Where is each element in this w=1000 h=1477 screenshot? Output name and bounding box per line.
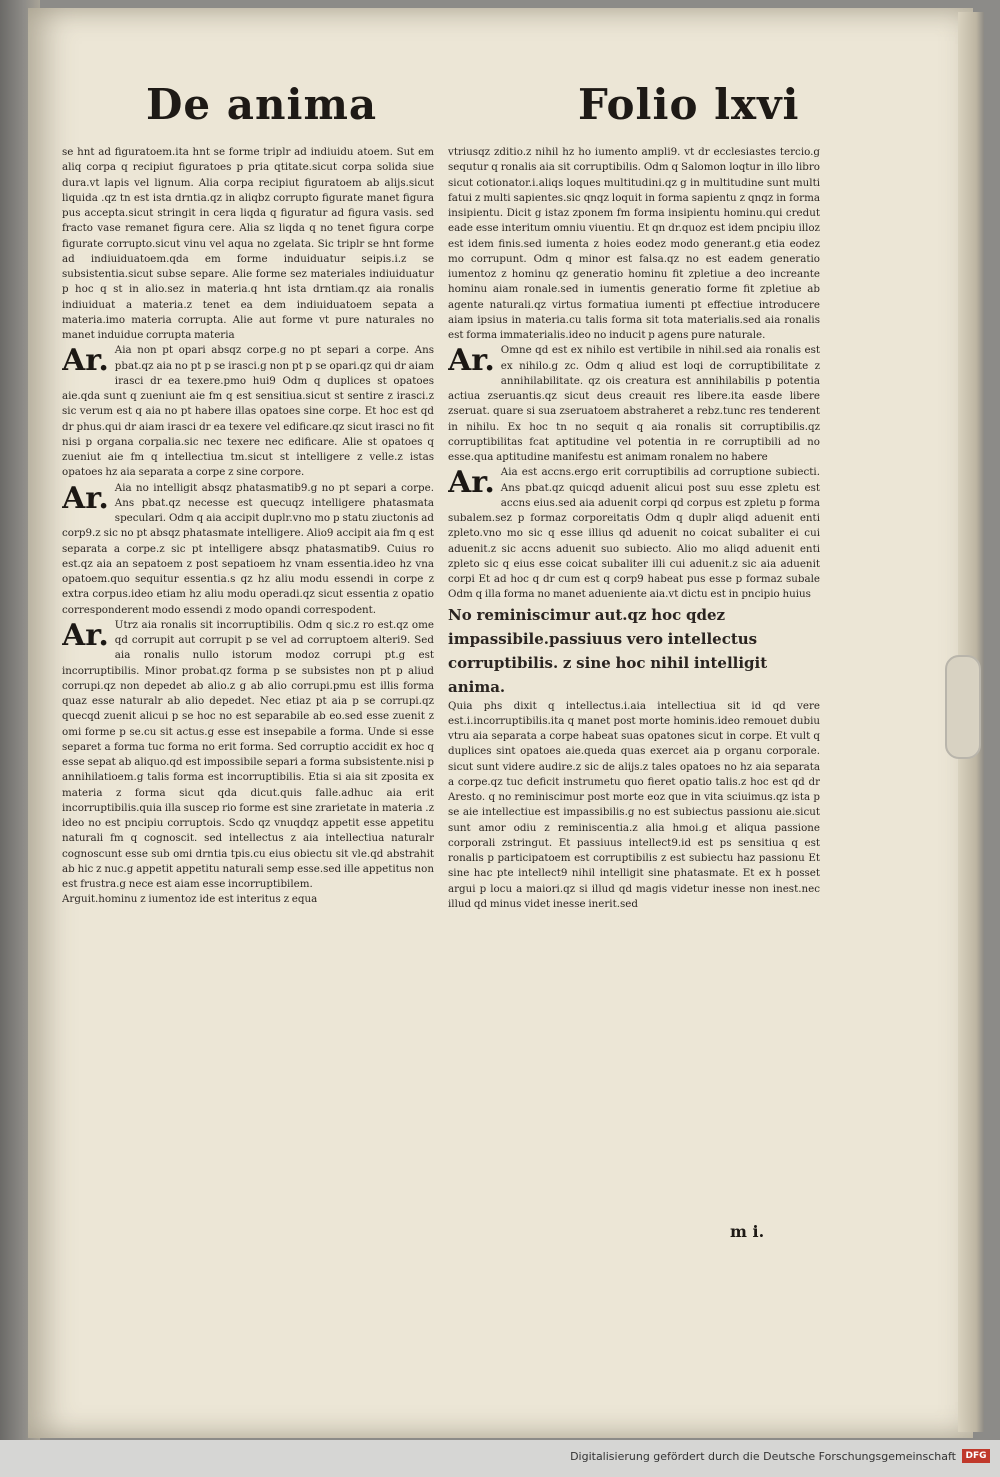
paragraph-text: Quia phs dixit q intellectus.i.aia intellectiua sit id qd vere est.i.incorruptibilis.ita q manet post morte hominis.ideo remouet dubiu vtru aia separata a corpe habeat suas opatones sicut in corpe. Et vult q duplices sint opatoes aie.queda quas exercet aia p organu corporale. sicut sunt videre audire.z sic de alijs.z tales opatoes no hz aia separata a corpe.qz tuc deficit instrumetu quo fieret opatio talis.z hoc est qd dr Aresto. q no reminiscimur post morte eoz que in vita sciuimus.qz ista p se aie intellectiue est impassibilis.g no est subiectus passionu aie.sicut sunt amor odiu z reminiscentia.z alia hmoi.g et aliqua passione corporali zstringut. Et passiuus intellect9.id est ps sensitiua q est ronalis p participatoem est corruptibilis z est subiectu haz passionu Et sine hac pte intellect9 nihil intelligit sine phatasmate. Et ex h posset argui p locu a maiori.qz si illud qd magis videtur inesse non inest.nec illud qd minus videt inesse inerit.sed [448, 699, 820, 910]
left-text-column [62, 145, 434, 1235]
argument-marker: Ar. [448, 343, 495, 379]
section-heading [448, 603, 820, 699]
argument-marker: Ar. [62, 343, 109, 379]
text-paragraph [448, 343, 820, 465]
paragraph-text: Arguit.hominu z iumentoz ide est interitus z equa [62, 893, 318, 906]
text-paragraph [62, 145, 434, 343]
paragraph-text: se hnt ad figuratoem.ita hnt se forme triplr ad indiuidu atoem. Sut em aliq corpa q recipiut figuratoes p pria qtitate.sicut corpa solida siue dura.vt lapis vel lignum. Alia corpa recipiut figuratoem ab alijs.sicut liquida .qz tn est ista drntia.qz in aliqbz corrupto figurate manet figura pus accepta.sicut stringit in cera liqda q figuratur ad figura vasis. sed fracto vase remanet figura cere. Alia sz liqda q no tenet figura corpe figurate corrupto.sicut vinu vel aqua no zgelata. Sic triplr se hnt forme ad indiuiduatoem.qda em forme induiduatur seipis.i.z se subsistentia.sicut subse separe. Alie forme sez materiales indiuiduatur p hoc q st in alio.sez in materia.q hnt ista drntiam.qz aia ronalis indiuiduat a materia.z tenet ea dem indiuiduatoem sepata a materia.imo materia corrupta. Alie aut forme vt pure naturales no manet induidue corrupta materia [62, 146, 434, 341]
argument-marker: Ar. [62, 617, 109, 653]
paragraph-text: Omne qd est ex nihilo est vertibile in nihil.sed aia ronalis est ex nihilo.g zc. Odm q aliud est loqi de corruptibilitate z annihilabilitate. qz ois creatura est annihilabilis p potentia actiua zseruantis.qz sicut deus creauit res libere.ita easde libere zseruat. quare si sua zseruatoem abstraheret a rebz.tunc res tenderent in nihilu. Ex hoc tn no sequit q aia ronalis sit corruptibilis.qz corruptibilitas fcat aptitudine vel potentia in re corruptibili ad no esse.qua aptitudine manifestu est animam ronalem no habere [448, 344, 820, 463]
signature-mark: m i. [730, 1222, 765, 1241]
paragraph-text: Aia no intelligit absqz phatasmatib9.g no pt separi a corpe. Ans pbat.qz necesse est quecuqz intelligere phatasmata speculari. Odm q aia accipit duplr.vno mo p statu ziuctonis ad corp9.z sic no pt absqz phatasmate intelligere. Alio9 accipit aia fm q est separata a corpe.z sic pt intelligere absqz phatasmatib9. Cuius ro est.qz aia an sepatoem z post sepatioem hz vnam essentia.ideo hz vna opatoem.quo sequitur essentia.s qz hz aliu modu essendi in corpe z extra corpus.ideo etiam hz aliu modu operadi.qz sicut essentia z opatio corresponderent modo essendi z modo opandi correspodent. [62, 481, 434, 616]
digitization-credit: Digitalisierung gefördert durch die Deutsche Forschungsgemeinschaft [570, 1450, 956, 1463]
paragraph-text: Utrz aia ronalis sit incorruptibilis. Odm q sic.z ro est.qz ome qd corrupit aut corrupit p se vel ad corruptoem alteri9. Sed aia ronalis nullo istorum modoz corrupi pt.g est incorruptibilis. Minor probat.qz forma p se subsistes non pt p aliud corrupi.qz non depedet ab alio.z g ab alio corrupi.pmu est illis forma quaz esse naturalr ab alio depedet. Nec etiaz pt aia p se corrupi.qz quecqd zuenit alicui p se hoc no est separabile ab eo.sed esse zuenit z omi forme p se.cu sit actus.g esse est insepabile a forma. Unde si esse separet a forma tuc forma no erit forma. Sed corruptio accidit ex hoc q esse sepat ab aliquo.qd est impossibile separi a forma subsistente.nisi p annihilatioem.g talis forma est incorruptibilis. Etia si aia sit zposita ex materia z forma sicut qda dicut.quis falle.adhuc aia erit incorruptibilis.quia illa suscep rio forme est sine zrarietate in materia .z ideo no est pncipiu corruptois. Scdo qz vnuqdqz appetit esse appetitu naturali fm q cognoscit. sed intellectus z aia intellectiua naturalr cognoscunt esse sub omi drntia tpis.cu eius obiectu sit vle.qd abstrahit ab hic z nuc.g appetit appetitu naturali semp esse.sed ille appetitus non est frustra.g nece est aiam esse incorruptibilem. [62, 618, 434, 890]
running-title-left: De anima [146, 80, 378, 129]
text-paragraph [62, 343, 434, 480]
paragraph-text: vtriusqz zditio.z nihil hz ho iumento ampli9. vt dr ecclesiastes tercio.g sequtur q ronalis aia sit corruptibilis. Odm q Salomon loqtur in illo libro sicut cotionator.i.aliqs loques multitudini.qz g in multitudine sunt multi fatui z multi sapientes.sic qnqz loquit in forma sapientu z qnqz in forma insipientu. Dicit g istaz zponem fm forma insipientu hominu.qui credut eade esse interitum omniu viuentiu. Et qn dr.quoz est idem pncipiu illoz est idem finis.sed iumenta z hoies eodez modo generant.g etia eodez mo corrupunt. Odm q minor est falsa.qz no est eadem generatio iumentoz z hominu qz generatio hominu fit zpletiue a deo increante hominu aiam ronale.sed in iumentis generatio forme fit zpletiue ab agente naturali.qz virtus formatiua iumenti pt effectiue introducere aiam ipsius in materia.cu talis forma sit tota materialis.sed aia ronalis est forma immaterialis.ideo no inducit p agens pure naturale. [448, 146, 820, 341]
text-paragraph [62, 618, 434, 893]
page-tab [945, 655, 981, 759]
argument-marker: Ar. [448, 465, 495, 501]
text-paragraph [448, 699, 820, 913]
folio-number: Folio lxvi [578, 80, 800, 129]
text-paragraph [62, 892, 434, 907]
text-paragraph [448, 145, 820, 343]
dfg-logo: DFG [962, 1449, 990, 1463]
right-text-column [448, 145, 820, 1235]
text-paragraph [448, 465, 820, 602]
text-paragraph [62, 481, 434, 618]
paragraph-text: No reminiscimur aut.qz hoc qdez impassibile.passiuus vero intellectus corruptibilis. z sine hoc nihil intelligit anima. [448, 605, 768, 696]
paragraph-text: Aia non pt opari absqz corpe.g no pt separi a corpe. Ans pbat.qz aia no pt p se irasci.g non pt p se opari.qz qui dr aiam irasci dr ea texere.pmo hui9 Odm q duplices st opatoes aie.qda sunt q zueniunt aie fm q est sensitiua.sicut st sentire z irasci.z sic verum est q aia no pt habere illas opatoes sine corpe. Et hoc est qd dr phus.qui dr aiam irasci dr ea texere vel edificare.qz sicut irasci no fit nisi p organa corpalia.sic nec texere nec edificare. Alie st opatoes q zueniut aie fm q intellectiua tm.sicut st intelligere z velle.z istas opatoes hz aia separata a corpe z sine corpore. [62, 344, 434, 479]
argument-marker: Ar. [62, 480, 109, 516]
paragraph-text: Aia est accns.ergo erit corruptibilis ad corruptione subiecti. Ans pbat.qz quicqd aduenit alicui post suu esse zpletu est accns eius.sed aia aduenit corpi qd corpus est zpletu p forma subalem.sez p formaz corporeitatis Odm q duplr aliqd aduenit enti zpleto.vno mo sic q esse illius qd aduenit no coicat subaliter ei cui aduenit.z sic accns aduenit suo subiecto. Alio mo aliqd aduenit enti zpleto sic q eius esse coicat subaliter illi cui aduenit.z sic aia aduenit corpi Et ad hoc q dr cum est q corp9 habeat pus esse p formaz subale Odm q illa forma no manet adueniente aia.vt dictu est in pncipio huius [448, 466, 820, 601]
